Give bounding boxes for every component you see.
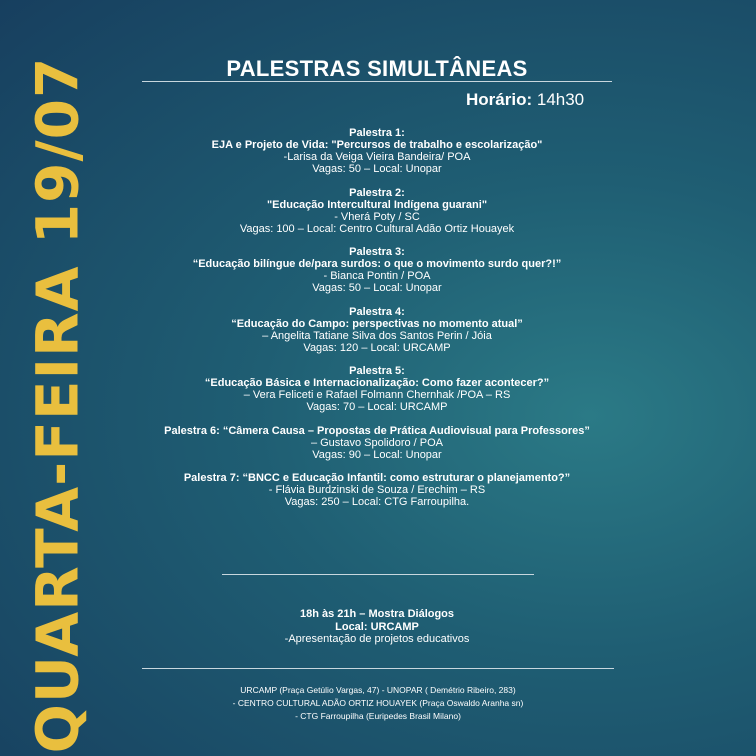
day-title-text: QUARTA-FEIRA 19/07: [23, 56, 92, 754]
lecture-title: Palestra 6: “Câmera Causa – Propostas de Prática Audiovisual para Professores”: [164, 424, 590, 437]
lecture-label: Palestra 2:: [349, 186, 405, 199]
lecture-item: [142, 425, 612, 461]
mostra-section: [142, 608, 612, 646]
lecture-speaker: - Flávia Burdzinski de Souza / Erechim – RS: [268, 484, 486, 496]
lecture-title: “Educação bilíngue de/para surdos: o que o movimento surdo quer?!”: [192, 258, 562, 270]
lecture-item: [142, 187, 612, 235]
mostra-time: 18h às 21h – Mostra Diálogos: [299, 608, 455, 620]
lecture-speaker: – Vera Feliceti e Rafael Folmann Chernhak /POA – RS: [243, 389, 511, 401]
lecture-item: [142, 472, 612, 508]
lecture-label: Palestra 4:: [349, 305, 405, 318]
lecture-speaker: – Angelita Tatiane Silva dos Santos Perin / Jóia: [262, 329, 492, 342]
schedule-time: [466, 90, 584, 110]
footer-line: - CENTRO CULTURAL ADÃO ORTIZ HOUAYEK (Praça Oswaldo Aranha sn): [232, 698, 524, 708]
lecture-list: [142, 127, 612, 520]
lecture-title: "Educação Intercultural Indígena guarani": [266, 198, 488, 211]
lecture-title: “Educação do Campo: perspectivas no momento atual”: [231, 317, 523, 330]
title-divider: [142, 81, 612, 82]
lecture-speaker: -Larisa da Veiga Vieira Bandeira/ POA: [283, 151, 471, 163]
schedule-time-value: 14h30: [536, 90, 585, 109]
mostra-local: Local: URCAMP: [335, 620, 419, 633]
mostra-description: -Apresentação de projetos educativos: [284, 633, 470, 645]
lecture-label: Palestra 5:: [349, 365, 405, 377]
footer-line: - CTG Farroupilha (Euripedes Brasil Milano): [295, 711, 461, 721]
lecture-speaker: – Gustavo Spolidoro / POA: [310, 436, 444, 449]
footer-line: URCAMP (Praça Getúlio Vargas, 47) - UNOPAR ( Demétrio Ribeiro, 283): [240, 685, 516, 695]
lecture-info: Vagas: 100 – Local: Centro Cultural Adão Ortiz Houayek: [239, 222, 515, 235]
lecture-info: Vagas: 70 – Local: URCAMP: [306, 401, 448, 413]
lecture-title: EJA e Projeto de Vida: "Percursos de trabalho e escolarização": [211, 139, 543, 151]
page-title: PALESTRAS SIMULTÂNEAS: [226, 56, 528, 81]
lecture-item: [142, 127, 612, 175]
lecture-info: Vagas: 120 – Local: URCAMP: [303, 341, 451, 354]
lecture-label: Palestra 1:: [349, 127, 405, 139]
lecture-speaker: - Bianca Pontin / POA: [323, 270, 431, 282]
venue-footer: [142, 684, 614, 723]
schedule-time-label: Horário:: [466, 90, 533, 109]
lecture-item: [142, 365, 612, 413]
lecture-info: Vagas: 250 – Local: CTG Farroupilha.: [284, 496, 470, 508]
lecture-title: “Educação Básica e Internacionalização: Como fazer acontecer?”: [204, 377, 550, 389]
section-divider: [222, 574, 534, 575]
footer-divider: [142, 668, 614, 669]
lecture-label: Palestra 3:: [349, 246, 405, 258]
lecture-title: Palestra 7: “BNCC e Educação Infantil: como estruturar o planejamento?”: [183, 472, 571, 484]
lecture-info: Vagas: 50 – Local: Unopar: [312, 163, 442, 175]
lecture-item: [142, 246, 612, 294]
lecture-info: Vagas: 90 – Local: Unopar: [312, 448, 442, 461]
lecture-speaker: - Vherá Poty / SC: [334, 210, 420, 223]
day-title: [20, 56, 95, 754]
lecture-item: [142, 306, 612, 354]
lecture-info: Vagas: 50 – Local: Unopar: [312, 282, 442, 294]
